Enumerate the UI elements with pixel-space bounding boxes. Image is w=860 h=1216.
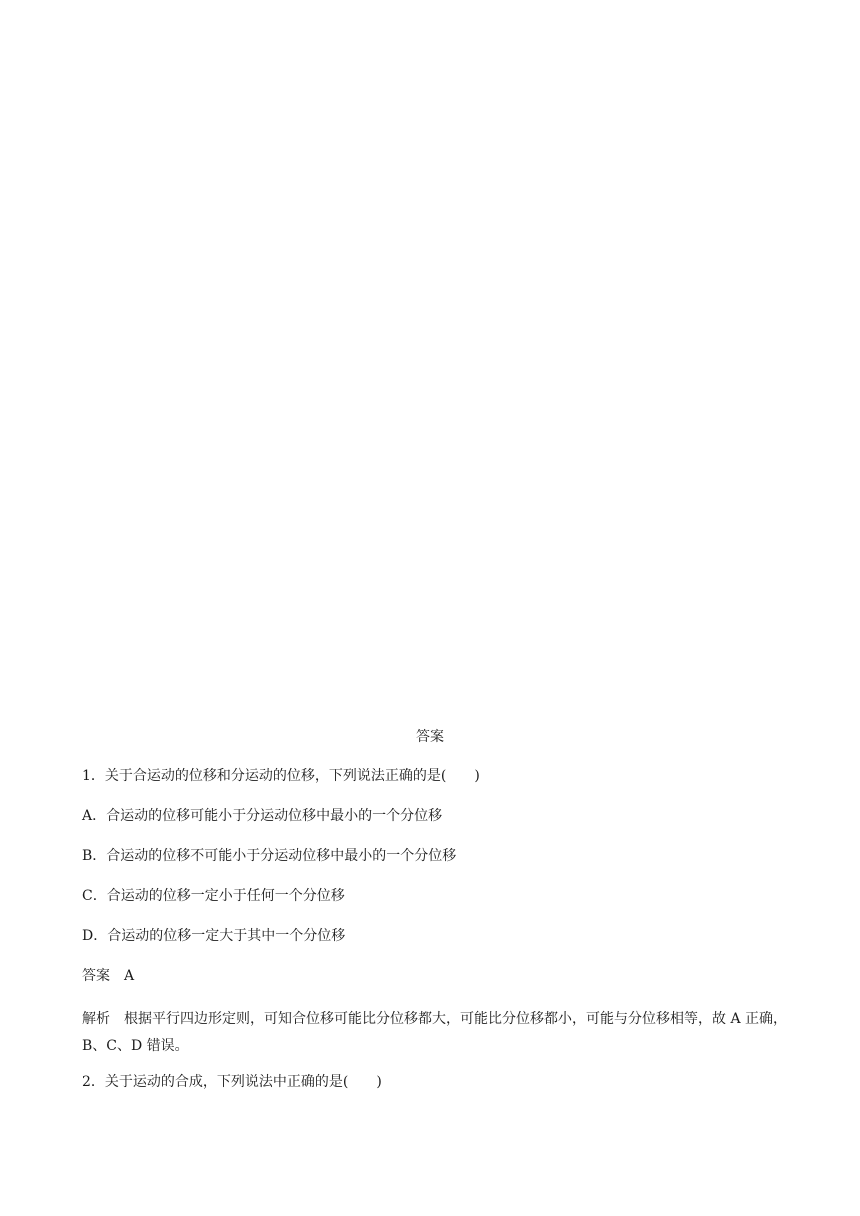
question-1-option-b: B．合运动的位移不可能小于分运动位移中最小的一个分位移 <box>82 848 457 864</box>
question-2-stem: 2．关于运动的合成，下列说法中正确的是( ) <box>82 1074 382 1090</box>
question-1-option-a: A．合运动的位移可能小于分运动位移中最小的一个分位移 <box>82 808 443 824</box>
answer-label: 答案 <box>82 968 110 984</box>
answer-heading: 答案 <box>416 729 444 745</box>
answer-value: A <box>124 968 135 984</box>
question-1-stem: 1．关于合运动的位移和分运动的位移，下列说法正确的是( ) <box>82 768 480 784</box>
analysis-label: 解析 <box>82 1011 110 1027</box>
question-1-answer <box>82 966 134 986</box>
question-1-option-c: C．合运动的位移一定小于任何一个分位移 <box>82 888 345 904</box>
question-1-option-d: D．合运动的位移一定大于其中一个分位移 <box>82 928 346 944</box>
question-1-analysis <box>82 1006 810 1060</box>
analysis-text: 根据平行四边形定则，可知合位移可能比分位移都大，可能比分位移都小，可能与分位移相等，故 A 正确，B、C、D 错误。 <box>82 1011 788 1054</box>
